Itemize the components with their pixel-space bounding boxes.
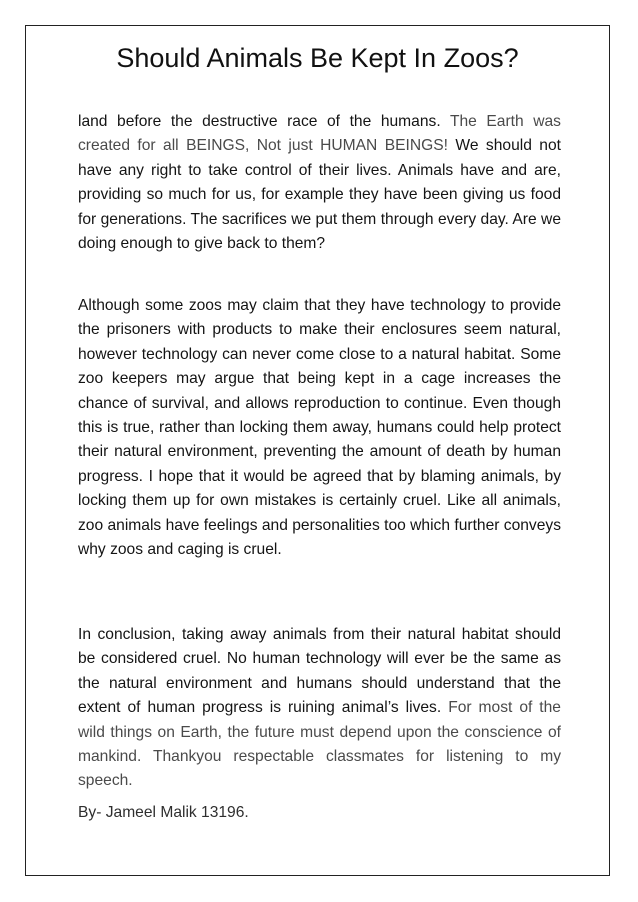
paragraph-3-part-a: In conclusion, taking away animals from their natural habitat should be considered cruel. No human technology will ever be the same as the natural environment and humans should understand that the extent of human progress is ruining animal’s lives. bbox=[78, 626, 561, 717]
paragraph-1-part-c: We should not have any right to take control of their lives. Animals have and are, providing so much for us, for example they have been giving us food for generations. The sacrifices we put them through every day. Are we doing enough to give back to them? bbox=[78, 137, 561, 253]
paragraph-1 bbox=[78, 110, 561, 256]
paragraph-1-part-a: land before the destructive race of the humans. bbox=[78, 113, 441, 130]
paragraph-1-quote: The Earth was created for all BEINGS, Not just HUMAN BEINGS! bbox=[78, 113, 561, 155]
paragraph-3-closing: For most of the wild things on Earth, the future must depend upon the conscience of mankind. Thankyou respectable classmates for listening to my speech. bbox=[78, 699, 561, 790]
paragraph-2: Although some zoos may claim that they have technology to provide the prisoners with products to make their enclosures seem natural, however technology can never come close to a natural habitat. Some zoo keepers may argue that being kept in a cage increases the chance of survival, and allows reproduction to continue. Even though this is true, rather than locking them away, humans could help protect their natural environment, preventing the amount of death by human progress. I hope that it would be agreed that by blaming animals, by locking them up for own mistakes is certainly cruel. Like all animals, zoo animals have feelings and personalities too which further conveys why zoos and caging is cruel. bbox=[78, 297, 561, 559]
paragraph-3 bbox=[78, 623, 561, 794]
document-title: Should Animals Be Kept In Zoos? bbox=[116, 43, 519, 73]
author-byline: By- Jameel Malik 13196. bbox=[78, 804, 249, 821]
